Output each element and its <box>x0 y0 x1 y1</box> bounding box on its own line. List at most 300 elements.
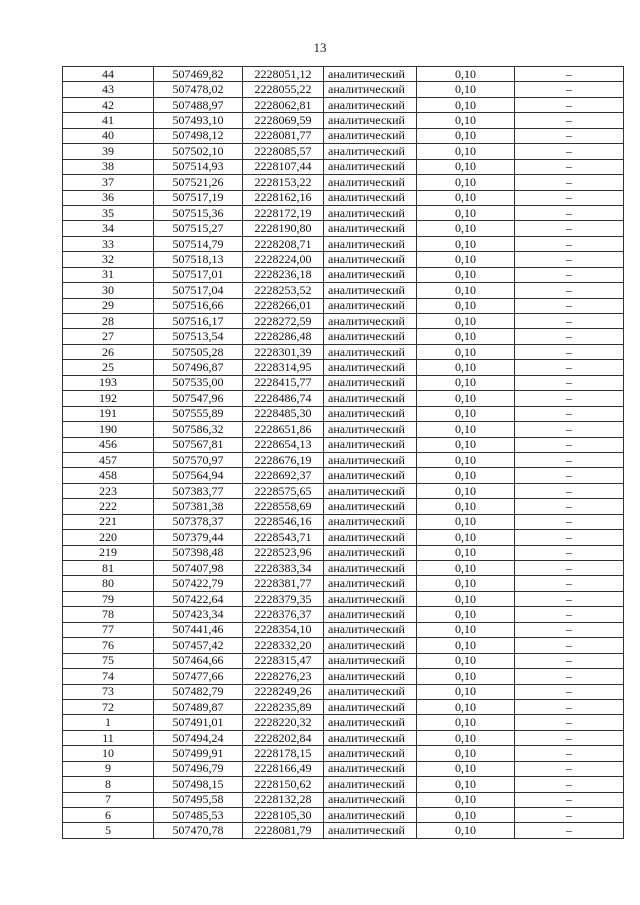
y-coordinate-cell: 2228546,16 <box>243 514 324 529</box>
note-cell: – <box>515 82 624 97</box>
accuracy-cell: 0,10 <box>417 221 515 236</box>
table-row <box>63 715 624 730</box>
point-number-cell: 8 <box>63 777 154 792</box>
table-row <box>63 283 624 298</box>
accuracy-cell: 0,10 <box>417 82 515 97</box>
table-row <box>63 190 624 205</box>
x-coordinate-cell: 507381,38 <box>154 499 243 514</box>
y-coordinate-cell: 2228172,19 <box>243 205 324 220</box>
method-cell: аналитический <box>324 314 417 329</box>
point-number-cell: 43 <box>63 82 154 97</box>
note-cell: – <box>515 314 624 329</box>
y-coordinate-cell: 2228301,39 <box>243 344 324 359</box>
accuracy-cell: 0,10 <box>417 344 515 359</box>
method-cell: аналитический <box>324 67 417 82</box>
accuracy-cell: 0,10 <box>417 653 515 668</box>
y-coordinate-cell: 2228415,77 <box>243 375 324 390</box>
y-coordinate-cell: 2228575,65 <box>243 483 324 498</box>
table-row <box>63 128 624 143</box>
x-coordinate-cell: 507586,32 <box>154 422 243 437</box>
note-cell: – <box>515 792 624 807</box>
method-cell: аналитический <box>324 808 417 823</box>
point-number-cell: 25 <box>63 360 154 375</box>
table-row <box>63 746 624 761</box>
page-number: 13 <box>313 40 327 55</box>
x-coordinate-cell: 507398,48 <box>154 545 243 560</box>
accuracy-cell: 0,10 <box>417 329 515 344</box>
accuracy-cell: 0,10 <box>417 545 515 560</box>
y-coordinate-cell: 2228379,35 <box>243 591 324 606</box>
note-cell: – <box>515 730 624 745</box>
point-number-cell: 38 <box>63 159 154 174</box>
table-row <box>63 514 624 529</box>
table-row <box>63 730 624 745</box>
note-cell: – <box>515 684 624 699</box>
y-coordinate-cell: 2228085,57 <box>243 144 324 159</box>
note-cell: – <box>515 653 624 668</box>
table-row <box>63 699 624 714</box>
point-number-cell: 77 <box>63 622 154 637</box>
table-row <box>63 576 624 591</box>
note-cell: – <box>515 406 624 421</box>
accuracy-cell: 0,10 <box>417 406 515 421</box>
accuracy-cell: 0,10 <box>417 205 515 220</box>
note-cell: – <box>515 669 624 684</box>
note-cell: – <box>515 468 624 483</box>
y-coordinate-cell: 2228354,10 <box>243 622 324 637</box>
accuracy-cell: 0,10 <box>417 128 515 143</box>
accuracy-cell: 0,10 <box>417 422 515 437</box>
method-cell: аналитический <box>324 190 417 205</box>
accuracy-cell: 0,10 <box>417 591 515 606</box>
note-cell: – <box>515 761 624 776</box>
method-cell: аналитический <box>324 205 417 220</box>
x-coordinate-cell: 507496,79 <box>154 761 243 776</box>
x-coordinate-cell: 507482,79 <box>154 684 243 699</box>
note-cell: – <box>515 190 624 205</box>
note-cell: – <box>515 205 624 220</box>
y-coordinate-cell: 2228315,47 <box>243 653 324 668</box>
note-cell: – <box>515 236 624 251</box>
x-coordinate-cell: 507379,44 <box>154 530 243 545</box>
y-coordinate-cell: 2228485,30 <box>243 406 324 421</box>
accuracy-cell: 0,10 <box>417 576 515 591</box>
accuracy-cell: 0,10 <box>417 360 515 375</box>
y-coordinate-cell: 2228236,18 <box>243 267 324 282</box>
y-coordinate-cell: 2228153,22 <box>243 175 324 190</box>
y-coordinate-cell: 2228692,37 <box>243 468 324 483</box>
table-row <box>63 82 624 97</box>
accuracy-cell: 0,10 <box>417 669 515 684</box>
point-number-cell: 26 <box>63 344 154 359</box>
table-row <box>63 561 624 576</box>
note-cell: – <box>515 576 624 591</box>
table-row <box>63 267 624 282</box>
method-cell: аналитический <box>324 761 417 776</box>
accuracy-cell: 0,10 <box>417 159 515 174</box>
x-coordinate-cell: 507517,04 <box>154 283 243 298</box>
note-cell: – <box>515 452 624 467</box>
note-cell: – <box>515 499 624 514</box>
y-coordinate-cell: 2228162,16 <box>243 190 324 205</box>
x-coordinate-cell: 507496,87 <box>154 360 243 375</box>
x-coordinate-cell: 507502,10 <box>154 144 243 159</box>
method-cell: аналитический <box>324 622 417 637</box>
point-number-cell: 36 <box>63 190 154 205</box>
x-coordinate-cell: 507516,66 <box>154 298 243 313</box>
y-coordinate-cell: 2228276,23 <box>243 669 324 684</box>
accuracy-cell: 0,10 <box>417 236 515 251</box>
point-number-cell: 76 <box>63 638 154 653</box>
note-cell: – <box>515 437 624 452</box>
x-coordinate-cell: 507535,00 <box>154 375 243 390</box>
coordinates-table-body <box>63 67 624 839</box>
y-coordinate-cell: 2228069,59 <box>243 113 324 128</box>
accuracy-cell: 0,10 <box>417 391 515 406</box>
method-cell: аналитический <box>324 499 417 514</box>
method-cell: аналитический <box>324 375 417 390</box>
x-coordinate-cell: 507489,87 <box>154 699 243 714</box>
x-coordinate-cell: 507478,02 <box>154 82 243 97</box>
note-cell: – <box>515 298 624 313</box>
table-row <box>63 391 624 406</box>
point-number-cell: 75 <box>63 653 154 668</box>
method-cell: аналитический <box>324 128 417 143</box>
table-row <box>63 97 624 112</box>
accuracy-cell: 0,10 <box>417 175 515 190</box>
table-row <box>63 761 624 776</box>
point-number-cell: 456 <box>63 437 154 452</box>
accuracy-cell: 0,10 <box>417 437 515 452</box>
x-coordinate-cell: 507491,01 <box>154 715 243 730</box>
y-coordinate-cell: 2228166,49 <box>243 761 324 776</box>
x-coordinate-cell: 507488,97 <box>154 97 243 112</box>
accuracy-cell: 0,10 <box>417 144 515 159</box>
note-cell: – <box>515 128 624 143</box>
accuracy-cell: 0,10 <box>417 808 515 823</box>
method-cell: аналитический <box>324 607 417 622</box>
table-row <box>63 607 624 622</box>
x-coordinate-cell: 507514,93 <box>154 159 243 174</box>
y-coordinate-cell: 2228332,20 <box>243 638 324 653</box>
accuracy-cell: 0,10 <box>417 792 515 807</box>
y-coordinate-cell: 2228376,37 <box>243 607 324 622</box>
method-cell: аналитический <box>324 437 417 452</box>
note-cell: – <box>515 283 624 298</box>
x-coordinate-cell: 507521,26 <box>154 175 243 190</box>
method-cell: аналитический <box>324 730 417 745</box>
point-number-cell: 79 <box>63 591 154 606</box>
y-coordinate-cell: 2228266,01 <box>243 298 324 313</box>
method-cell: аналитический <box>324 422 417 437</box>
note-cell: – <box>515 638 624 653</box>
point-number-cell: 42 <box>63 97 154 112</box>
table-row <box>63 406 624 421</box>
point-number-cell: 29 <box>63 298 154 313</box>
point-number-cell: 35 <box>63 205 154 220</box>
point-number-cell: 28 <box>63 314 154 329</box>
x-coordinate-cell: 507494,24 <box>154 730 243 745</box>
method-cell: аналитический <box>324 715 417 730</box>
method-cell: аналитический <box>324 267 417 282</box>
method-cell: аналитический <box>324 344 417 359</box>
table-row <box>63 252 624 267</box>
table-row <box>63 236 624 251</box>
table-row <box>63 823 624 838</box>
x-coordinate-cell: 507517,01 <box>154 267 243 282</box>
x-coordinate-cell: 507470,78 <box>154 823 243 838</box>
table-row <box>63 67 624 82</box>
y-coordinate-cell: 2228523,96 <box>243 545 324 560</box>
method-cell: аналитический <box>324 82 417 97</box>
method-cell: аналитический <box>324 699 417 714</box>
accuracy-cell: 0,10 <box>417 468 515 483</box>
x-coordinate-cell: 507441,46 <box>154 622 243 637</box>
y-coordinate-cell: 2228654,13 <box>243 437 324 452</box>
note-cell: – <box>515 622 624 637</box>
x-coordinate-cell: 507495,58 <box>154 792 243 807</box>
note-cell: – <box>515 530 624 545</box>
y-coordinate-cell: 2228558,69 <box>243 499 324 514</box>
note-cell: – <box>515 175 624 190</box>
x-coordinate-cell: 507469,82 <box>154 67 243 82</box>
method-cell: аналитический <box>324 113 417 128</box>
method-cell: аналитический <box>324 746 417 761</box>
x-coordinate-cell: 507547,96 <box>154 391 243 406</box>
table-row <box>63 298 624 313</box>
coordinates-table <box>62 66 624 839</box>
method-cell: аналитический <box>324 514 417 529</box>
y-coordinate-cell: 2228314,95 <box>243 360 324 375</box>
y-coordinate-cell: 2228178,15 <box>243 746 324 761</box>
method-cell: аналитический <box>324 561 417 576</box>
x-coordinate-cell: 507422,79 <box>154 576 243 591</box>
x-coordinate-cell: 507407,98 <box>154 561 243 576</box>
note-cell: – <box>515 267 624 282</box>
method-cell: аналитический <box>324 653 417 668</box>
note-cell: – <box>515 97 624 112</box>
note-cell: – <box>515 344 624 359</box>
point-number-cell: 193 <box>63 375 154 390</box>
accuracy-cell: 0,10 <box>417 190 515 205</box>
note-cell: – <box>515 252 624 267</box>
x-coordinate-cell: 507499,91 <box>154 746 243 761</box>
x-coordinate-cell: 507514,79 <box>154 236 243 251</box>
x-coordinate-cell: 507477,66 <box>154 669 243 684</box>
point-number-cell: 81 <box>63 561 154 576</box>
point-number-cell: 7 <box>63 792 154 807</box>
method-cell: аналитический <box>324 669 417 684</box>
point-number-cell: 72 <box>63 699 154 714</box>
method-cell: аналитический <box>324 530 417 545</box>
y-coordinate-cell: 2228055,22 <box>243 82 324 97</box>
x-coordinate-cell: 507383,77 <box>154 483 243 498</box>
table-row <box>63 437 624 452</box>
note-cell: – <box>515 422 624 437</box>
table-row <box>63 792 624 807</box>
method-cell: аналитический <box>324 792 417 807</box>
method-cell: аналитический <box>324 329 417 344</box>
note-cell: – <box>515 561 624 576</box>
point-number-cell: 191 <box>63 406 154 421</box>
method-cell: аналитический <box>324 576 417 591</box>
point-number-cell: 27 <box>63 329 154 344</box>
accuracy-cell: 0,10 <box>417 607 515 622</box>
point-number-cell: 221 <box>63 514 154 529</box>
method-cell: аналитический <box>324 175 417 190</box>
y-coordinate-cell: 2228543,71 <box>243 530 324 545</box>
method-cell: аналитический <box>324 638 417 653</box>
accuracy-cell: 0,10 <box>417 699 515 714</box>
table-row <box>63 452 624 467</box>
point-number-cell: 74 <box>63 669 154 684</box>
accuracy-cell: 0,10 <box>417 823 515 838</box>
method-cell: аналитический <box>324 406 417 421</box>
point-number-cell: 33 <box>63 236 154 251</box>
accuracy-cell: 0,10 <box>417 746 515 761</box>
table-row <box>63 175 624 190</box>
table-row <box>63 329 624 344</box>
table-row <box>63 638 624 653</box>
note-cell: – <box>515 545 624 560</box>
y-coordinate-cell: 2228381,77 <box>243 576 324 591</box>
x-coordinate-cell: 507457,42 <box>154 638 243 653</box>
point-number-cell: 10 <box>63 746 154 761</box>
table-row <box>63 205 624 220</box>
point-number-cell: 5 <box>63 823 154 838</box>
x-coordinate-cell: 507423,34 <box>154 607 243 622</box>
accuracy-cell: 0,10 <box>417 298 515 313</box>
table-row <box>63 144 624 159</box>
accuracy-cell: 0,10 <box>417 252 515 267</box>
y-coordinate-cell: 2228150,62 <box>243 777 324 792</box>
note-cell: – <box>515 777 624 792</box>
note-cell: – <box>515 483 624 498</box>
method-cell: аналитический <box>324 483 417 498</box>
point-number-cell: 457 <box>63 452 154 467</box>
method-cell: аналитический <box>324 97 417 112</box>
note-cell: – <box>515 591 624 606</box>
table-row <box>63 360 624 375</box>
accuracy-cell: 0,10 <box>417 730 515 745</box>
x-coordinate-cell: 507515,27 <box>154 221 243 236</box>
y-coordinate-cell: 2228132,28 <box>243 792 324 807</box>
table-row <box>63 530 624 545</box>
x-coordinate-cell: 507570,97 <box>154 452 243 467</box>
y-coordinate-cell: 2228383,34 <box>243 561 324 576</box>
point-number-cell: 9 <box>63 761 154 776</box>
y-coordinate-cell: 2228651,86 <box>243 422 324 437</box>
x-coordinate-cell: 507464,66 <box>154 653 243 668</box>
table-row <box>63 808 624 823</box>
x-coordinate-cell: 507493,10 <box>154 113 243 128</box>
table-row <box>63 591 624 606</box>
x-coordinate-cell: 507516,17 <box>154 314 243 329</box>
accuracy-cell: 0,10 <box>417 622 515 637</box>
accuracy-cell: 0,10 <box>417 638 515 653</box>
point-number-cell: 190 <box>63 422 154 437</box>
note-cell: – <box>515 699 624 714</box>
method-cell: аналитический <box>324 777 417 792</box>
method-cell: аналитический <box>324 159 417 174</box>
accuracy-cell: 0,10 <box>417 777 515 792</box>
accuracy-cell: 0,10 <box>417 530 515 545</box>
point-number-cell: 220 <box>63 530 154 545</box>
note-cell: – <box>515 823 624 838</box>
accuracy-cell: 0,10 <box>417 483 515 498</box>
x-coordinate-cell: 507517,19 <box>154 190 243 205</box>
point-number-cell: 31 <box>63 267 154 282</box>
point-number-cell: 37 <box>63 175 154 190</box>
note-cell: – <box>515 67 624 82</box>
y-coordinate-cell: 2228272,59 <box>243 314 324 329</box>
y-coordinate-cell: 2228081,79 <box>243 823 324 838</box>
x-coordinate-cell: 507378,37 <box>154 514 243 529</box>
table-row <box>63 344 624 359</box>
x-coordinate-cell: 507498,15 <box>154 777 243 792</box>
accuracy-cell: 0,10 <box>417 561 515 576</box>
accuracy-cell: 0,10 <box>417 514 515 529</box>
point-number-cell: 222 <box>63 499 154 514</box>
point-number-cell: 11 <box>63 730 154 745</box>
table-row <box>63 653 624 668</box>
note-cell: – <box>515 360 624 375</box>
point-number-cell: 458 <box>63 468 154 483</box>
point-number-cell: 41 <box>63 113 154 128</box>
y-coordinate-cell: 2228105,30 <box>243 808 324 823</box>
table-row <box>63 499 624 514</box>
note-cell: – <box>515 808 624 823</box>
point-number-cell: 32 <box>63 252 154 267</box>
method-cell: аналитический <box>324 452 417 467</box>
point-number-cell: 80 <box>63 576 154 591</box>
point-number-cell: 39 <box>63 144 154 159</box>
method-cell: аналитический <box>324 283 417 298</box>
table-row <box>63 622 624 637</box>
note-cell: – <box>515 375 624 390</box>
point-number-cell: 40 <box>63 128 154 143</box>
y-coordinate-cell: 2228190,80 <box>243 221 324 236</box>
table-row <box>63 684 624 699</box>
accuracy-cell: 0,10 <box>417 113 515 128</box>
point-number-cell: 30 <box>63 283 154 298</box>
table-row <box>63 113 624 128</box>
note-cell: – <box>515 113 624 128</box>
method-cell: аналитический <box>324 468 417 483</box>
note-cell: – <box>515 607 624 622</box>
accuracy-cell: 0,10 <box>417 684 515 699</box>
method-cell: аналитический <box>324 252 417 267</box>
accuracy-cell: 0,10 <box>417 375 515 390</box>
y-coordinate-cell: 2228235,89 <box>243 699 324 714</box>
method-cell: аналитический <box>324 684 417 699</box>
table-row <box>63 669 624 684</box>
x-coordinate-cell: 507518,13 <box>154 252 243 267</box>
x-coordinate-cell: 507555,89 <box>154 406 243 421</box>
table-row <box>63 375 624 390</box>
table-row <box>63 159 624 174</box>
method-cell: аналитический <box>324 360 417 375</box>
y-coordinate-cell: 2228253,52 <box>243 283 324 298</box>
y-coordinate-cell: 2228249,26 <box>243 684 324 699</box>
accuracy-cell: 0,10 <box>417 67 515 82</box>
x-coordinate-cell: 507505,28 <box>154 344 243 359</box>
note-cell: – <box>515 391 624 406</box>
note-cell: – <box>515 746 624 761</box>
table-row <box>63 422 624 437</box>
y-coordinate-cell: 2228051,12 <box>243 67 324 82</box>
accuracy-cell: 0,10 <box>417 452 515 467</box>
